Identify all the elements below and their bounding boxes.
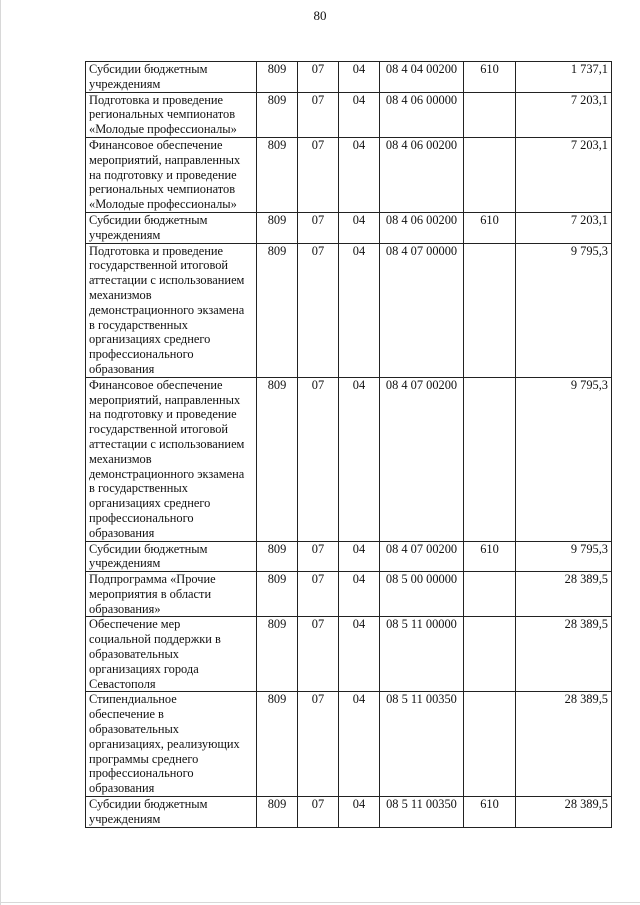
row-section-text: 07 — [311, 692, 325, 707]
row-expense-type-text: 610 — [480, 541, 499, 556]
row-grbs-cell — [257, 62, 298, 93]
row-section-text: 07 — [311, 541, 325, 556]
row-target-article-text: 08 5 00 00000 — [385, 572, 458, 587]
row-grbs-text: 809 — [267, 572, 287, 587]
row-section-text: 07 — [311, 617, 325, 632]
row-target-article-cell — [380, 617, 464, 692]
row-amount-text: 28 389,5 — [564, 797, 608, 812]
row-grbs-cell — [257, 541, 298, 572]
row-name-text: Субсидии бюджетным учреждениям — [89, 62, 208, 91]
row-name-cell — [86, 212, 257, 243]
row-amount-cell — [516, 797, 612, 828]
row-target-article-text: 08 4 06 00200 — [385, 137, 458, 152]
row-target-article-cell — [380, 62, 464, 93]
row-target-article-cell — [380, 243, 464, 377]
row-grbs-cell — [257, 797, 298, 828]
row-name-text: Подготовка и проведение региональных чемпионатов «Молодые профессионалы» — [89, 92, 237, 137]
row-subsection-text: 04 — [352, 797, 366, 812]
row-subsection-text: 04 — [352, 137, 366, 152]
row-section-cell — [298, 243, 339, 377]
row-expense-type-text: 610 — [480, 797, 499, 812]
row-grbs-text: 809 — [267, 617, 287, 632]
row-subsection-cell — [339, 692, 380, 797]
row-subsection-cell — [339, 212, 380, 243]
row-amount-cell — [516, 92, 612, 137]
row-subsection-cell — [339, 92, 380, 137]
row-amount-text: 9 795,3 — [570, 243, 608, 258]
row-target-article-text: 08 5 11 00350 — [386, 797, 457, 812]
row-amount-text: 7 203,1 — [570, 212, 608, 227]
scan-edge-left — [0, 0, 1, 905]
row-name-text: Субсидии бюджетным учреждениям — [89, 212, 208, 242]
row-section-cell — [298, 92, 339, 137]
row-amount-cell — [516, 137, 612, 212]
row-amount-cell — [516, 62, 612, 93]
row-subsection-cell — [339, 62, 380, 93]
row-grbs-text: 809 — [267, 797, 287, 812]
row-section-text: 07 — [311, 797, 325, 812]
row-amount-text: 28 389,5 — [564, 572, 608, 587]
row-name-cell — [86, 62, 257, 93]
row-name-cell — [86, 377, 257, 541]
row-amount-text: 28 389,5 — [564, 692, 608, 707]
row-expense-type-cell — [464, 692, 516, 797]
row-section-text: 07 — [311, 377, 325, 392]
row-target-article-text: 08 5 11 00350 — [386, 692, 457, 707]
row-subsection-cell — [339, 797, 380, 828]
row-target-article-cell — [380, 377, 464, 541]
row-section-cell — [298, 212, 339, 243]
row-subsection-text: 04 — [352, 243, 366, 258]
row-subsection-text: 04 — [352, 692, 366, 707]
row-amount-cell — [516, 243, 612, 377]
row-subsection-cell — [339, 377, 380, 541]
row-expense-type-cell — [464, 243, 516, 377]
row-target-article-cell — [380, 212, 464, 243]
row-section-text: 07 — [311, 212, 325, 227]
row-target-article-text: 08 4 06 00000 — [385, 92, 458, 107]
row-target-article-cell — [380, 572, 464, 617]
row-expense-type-text: 610 — [480, 212, 499, 227]
row-section-cell — [298, 137, 339, 212]
row-name-text: Подготовка и проведение государственной итоговой аттестации с использованием механизмов демонстрационного экзамена в государственных организациях среднего профессионального образования — [89, 243, 245, 376]
table-row — [86, 212, 612, 243]
row-target-article-cell — [380, 137, 464, 212]
row-name-text: Финансовое обеспечение мероприятий, направленных на подготовку и проведение региональных чемпионатов «Молодые профессионалы» — [89, 137, 241, 212]
row-section-text: 07 — [311, 572, 325, 587]
row-amount-text: 7 203,1 — [570, 137, 608, 152]
row-section-cell — [298, 692, 339, 797]
row-subsection-cell — [339, 572, 380, 617]
row-target-article-text: 08 4 07 00000 — [385, 243, 458, 258]
table-row — [86, 797, 612, 828]
table-row — [86, 541, 612, 572]
row-target-article-text: 08 4 07 00200 — [385, 377, 458, 392]
row-amount-cell — [516, 692, 612, 797]
row-name-text: Обеспечение мер социальной поддержки в образовательных организациях города Севастополя — [89, 617, 221, 691]
row-target-article-text: 08 4 06 00200 — [385, 212, 458, 227]
row-name-text: Субсидии бюджетным учреждениям — [89, 541, 208, 571]
row-name-cell — [86, 243, 257, 377]
row-section-text: 07 — [311, 92, 325, 107]
row-section-cell — [298, 797, 339, 828]
row-subsection-cell — [339, 243, 380, 377]
row-section-cell — [298, 62, 339, 93]
row-target-article-text: 08 4 04 00200 — [385, 62, 458, 76]
row-section-text: 07 — [311, 243, 325, 258]
row-amount-text: 1 737,1 — [570, 62, 608, 76]
row-grbs-text: 809 — [267, 692, 287, 707]
table-row — [86, 243, 612, 377]
table-row — [86, 377, 612, 541]
table-row — [86, 62, 612, 93]
row-name-cell — [86, 92, 257, 137]
page-number: 80 — [313, 8, 327, 23]
row-expense-type-cell — [464, 212, 516, 243]
row-subsection-cell — [339, 617, 380, 692]
row-name-cell — [86, 541, 257, 572]
row-target-article-cell — [380, 797, 464, 828]
row-section-cell — [298, 572, 339, 617]
row-grbs-cell — [257, 92, 298, 137]
row-name-cell — [86, 797, 257, 828]
row-amount-cell — [516, 541, 612, 572]
row-subsection-text: 04 — [352, 212, 366, 227]
row-amount-cell — [516, 572, 612, 617]
row-amount-cell — [516, 377, 612, 541]
row-amount-text: 9 795,3 — [570, 541, 608, 556]
row-expense-type-cell — [464, 572, 516, 617]
row-grbs-text: 809 — [267, 541, 287, 556]
row-expense-type-text: 610 — [480, 62, 499, 76]
row-amount-cell — [516, 212, 612, 243]
row-subsection-text: 04 — [352, 62, 366, 76]
row-name-text: Финансовое обеспечение мероприятий, направленных на подготовку и проведение государственной итоговой аттестации с использованием механизмов демонстрационного экзамена в государственных организациях среднего профессионального образования — [89, 377, 245, 540]
row-grbs-cell — [257, 243, 298, 377]
row-expense-type-cell — [464, 62, 516, 93]
row-grbs-cell — [257, 137, 298, 212]
row-expense-type-cell — [464, 92, 516, 137]
row-grbs-cell — [257, 377, 298, 541]
table-row — [86, 572, 612, 617]
row-section-cell — [298, 377, 339, 541]
row-name-cell — [86, 617, 257, 692]
row-target-article-cell — [380, 92, 464, 137]
row-subsection-text: 04 — [352, 617, 366, 632]
row-expense-type-cell — [464, 797, 516, 828]
row-name-text: Субсидии бюджетным учреждениям — [89, 797, 208, 826]
row-grbs-cell — [257, 617, 298, 692]
row-target-article-cell — [380, 541, 464, 572]
budget-table-body — [86, 62, 612, 828]
table-row — [86, 617, 612, 692]
row-subsection-text: 04 — [352, 572, 366, 587]
row-section-cell — [298, 617, 339, 692]
scan-edge-bottom — [0, 902, 640, 903]
row-section-text: 07 — [311, 62, 325, 76]
row-subsection-cell — [339, 541, 380, 572]
row-subsection-text: 04 — [352, 377, 366, 392]
row-name-cell — [86, 572, 257, 617]
row-grbs-text: 809 — [267, 92, 287, 107]
row-name-text: Подпрограмма «Прочие мероприятия в области образования» — [89, 572, 216, 616]
row-expense-type-cell — [464, 541, 516, 572]
row-expense-type-cell — [464, 137, 516, 212]
row-section-cell — [298, 541, 339, 572]
row-target-article-cell — [380, 692, 464, 797]
row-target-article-text: 08 4 07 00200 — [385, 541, 458, 556]
row-expense-type-cell — [464, 617, 516, 692]
row-grbs-text: 809 — [267, 212, 287, 227]
row-expense-type-cell — [464, 377, 516, 541]
row-amount-cell — [516, 617, 612, 692]
row-amount-text: 28 389,5 — [564, 617, 608, 632]
table-row — [86, 692, 612, 797]
row-grbs-cell — [257, 212, 298, 243]
row-section-text: 07 — [311, 137, 325, 152]
row-grbs-text: 809 — [267, 62, 287, 76]
row-name-cell — [86, 692, 257, 797]
row-grbs-cell — [257, 572, 298, 617]
table-row — [86, 92, 612, 137]
row-subsection-text: 04 — [352, 92, 366, 107]
row-subsection-cell — [339, 137, 380, 212]
row-name-cell — [86, 137, 257, 212]
row-grbs-text: 809 — [267, 137, 287, 152]
row-name-text: Стипендиальное обеспечение в образовательных организациях, реализующих программы среднего профессионального образования — [89, 692, 240, 796]
row-grbs-cell — [257, 692, 298, 797]
row-grbs-text: 809 — [267, 377, 287, 392]
row-amount-text: 9 795,3 — [570, 377, 608, 392]
row-subsection-text: 04 — [352, 541, 366, 556]
row-amount-text: 7 203,1 — [570, 92, 608, 107]
table-row — [86, 137, 612, 212]
row-target-article-text: 08 5 11 00000 — [386, 617, 457, 632]
row-grbs-text: 809 — [267, 243, 287, 258]
budget-table — [85, 61, 612, 828]
